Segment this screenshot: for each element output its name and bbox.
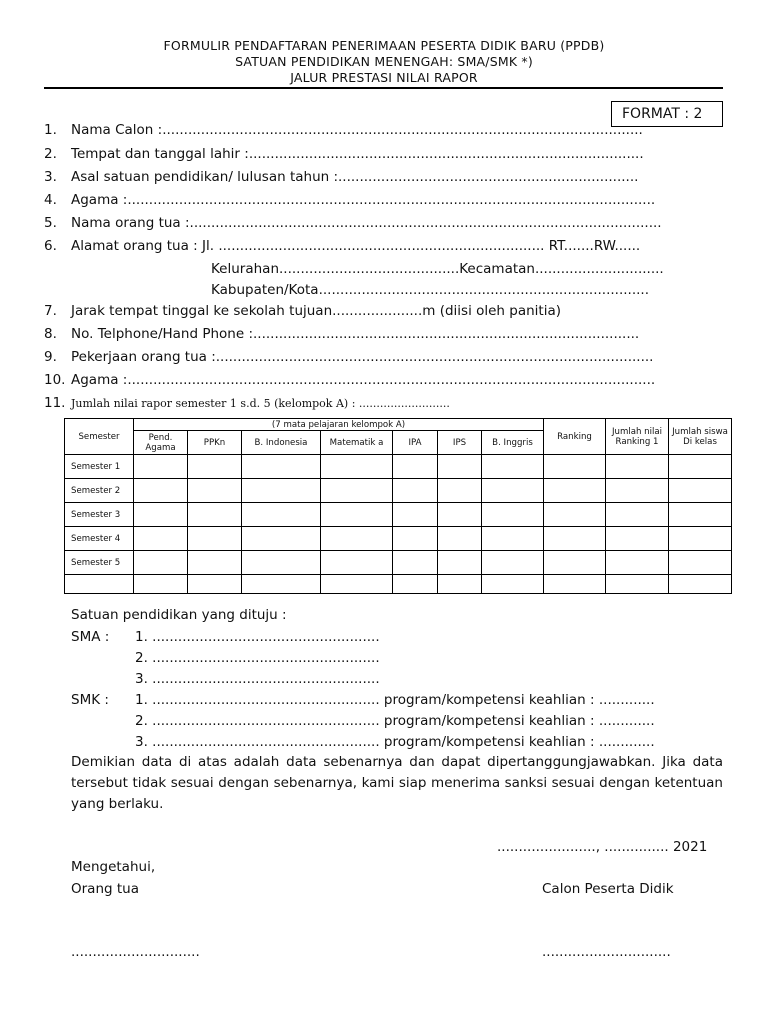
col-header-subject: Matematik a: [321, 431, 393, 455]
grades-table: [64, 418, 732, 594]
grade-cell[interactable]: [482, 527, 544, 551]
statement-paragraph: Demikian data di atas adalah data sebenarnya dan dapat dipertanggungjawabkan. Jika data tersebut tidak sesuai dengan sebenarnya, kami siap menerima sanksi sesuai dengan ketentuan yang berlaku.: [71, 754, 723, 812]
grade-cell[interactable]: [544, 575, 606, 594]
item-number: 9.: [44, 349, 57, 365]
row-semester-label: Semester 5: [65, 551, 134, 575]
field-smk-choice-1[interactable]: 1. ..................................................... program/kompetensi keahlian : .............: [135, 692, 655, 708]
grade-cell[interactable]: [606, 527, 669, 551]
item-number: 5.: [44, 215, 57, 231]
field-nama-calon[interactable]: Nama Calon :................................................................................................................: [71, 122, 643, 138]
field-telephone[interactable]: No. Telphone/Hand Phone :..........................................................................................: [71, 326, 640, 342]
signature-right-title: Calon Peserta Didik: [542, 881, 674, 897]
grade-cell[interactable]: [606, 551, 669, 575]
grade-cell[interactable]: [438, 551, 482, 575]
date-line[interactable]: ......................., ............... 2021: [497, 839, 708, 855]
col-header-ranking: Ranking: [544, 419, 606, 455]
field-smk-choice-2[interactable]: 2. ..................................................... program/kompetensi keahlian : .............: [135, 713, 655, 729]
form-track: JALUR PRESTASI NILAI RAPOR: [290, 70, 478, 85]
grade-cell[interactable]: [242, 527, 321, 551]
table-row: [65, 575, 732, 594]
grade-cell[interactable]: [242, 551, 321, 575]
item-number: 6.: [44, 238, 57, 254]
grade-cell[interactable]: [321, 575, 393, 594]
grade-cell[interactable]: [134, 503, 188, 527]
sma-label: SMA :: [71, 629, 110, 645]
field-sma-choice-1[interactable]: 1. .....................................................: [135, 629, 380, 645]
format-box: FORMAT : 2: [611, 101, 723, 127]
field-sma-choice-2[interactable]: 2. .....................................................: [135, 650, 380, 666]
grade-cell[interactable]: [669, 527, 732, 551]
item-number: 2.: [44, 146, 57, 162]
grade-cell[interactable]: [393, 575, 438, 594]
grade-cell[interactable]: [438, 455, 482, 479]
grade-cell[interactable]: [669, 503, 732, 527]
mengetahui-label: Mengetahui,: [71, 859, 156, 875]
grade-cell[interactable]: [606, 503, 669, 527]
table-row: [65, 479, 732, 503]
item-number: 8.: [44, 326, 57, 342]
row-semester-label: [65, 575, 134, 594]
signature-left-line[interactable]: ..............................: [71, 944, 200, 960]
grade-cell[interactable]: [188, 503, 242, 527]
field-jumlah-nilai-rapor[interactable]: Jumlah nilai rapor semester 1 s.d. 5 (kelompok A) : ..........................: [71, 397, 450, 410]
field-nama-orang-tua[interactable]: Nama orang tua :..............................................................................................................: [71, 215, 662, 231]
grade-cell[interactable]: [188, 455, 242, 479]
grade-cell[interactable]: [393, 527, 438, 551]
field-sma-choice-3[interactable]: 3. .....................................................: [135, 671, 380, 687]
field-tempat-tanggal-lahir[interactable]: Tempat dan tanggal lahir :............................................................................................: [71, 146, 644, 162]
col-header-subject: B. Indonesia: [242, 431, 321, 455]
grade-cell[interactable]: [321, 527, 393, 551]
grade-cell[interactable]: [482, 503, 544, 527]
grade-cell[interactable]: [393, 479, 438, 503]
field-kabupaten-kota[interactable]: Kabupaten/Kota.............................................................................: [211, 282, 649, 298]
field-agama[interactable]: Agama :...........................................................................................................................: [71, 192, 656, 208]
grade-cell[interactable]: [321, 479, 393, 503]
grade-cell[interactable]: [438, 527, 482, 551]
field-agama-2[interactable]: Agama :...........................................................................................................................: [71, 372, 656, 388]
col-header-subject: IPS: [438, 431, 482, 455]
grade-cell[interactable]: [242, 503, 321, 527]
form-title: FORMULIR PENDAFTARAN PENERIMAAN PESERTA DIDIK BARU (PPDB): [163, 38, 605, 53]
table-row: [65, 551, 732, 575]
grade-cell[interactable]: [393, 455, 438, 479]
grade-cell[interactable]: [134, 551, 188, 575]
smk-label: SMK :: [71, 692, 109, 708]
grade-cell[interactable]: [438, 503, 482, 527]
field-alamat-orang-tua[interactable]: Alamat orang tua : Jl. ............................................................................ RT.......RW......: [71, 238, 641, 254]
grade-cell[interactable]: [669, 575, 732, 594]
grade-cell[interactable]: [321, 503, 393, 527]
grade-cell[interactable]: [188, 575, 242, 594]
grade-cell[interactable]: [242, 479, 321, 503]
grade-cell[interactable]: [606, 455, 669, 479]
grade-cell[interactable]: [134, 479, 188, 503]
grade-cell[interactable]: [393, 551, 438, 575]
grade-cell[interactable]: [606, 575, 669, 594]
grade-cell[interactable]: [242, 575, 321, 594]
grade-cell[interactable]: [188, 527, 242, 551]
grade-cell[interactable]: [669, 455, 732, 479]
item-number: 11.: [44, 395, 66, 411]
header-divider: [44, 87, 723, 89]
item-number: 4.: [44, 192, 57, 208]
grade-cell[interactable]: [669, 479, 732, 503]
grade-cell[interactable]: [134, 455, 188, 479]
grade-cell[interactable]: [544, 551, 606, 575]
grade-cell[interactable]: [438, 575, 482, 594]
grade-cell[interactable]: [544, 527, 606, 551]
grade-cell[interactable]: [188, 479, 242, 503]
grade-cell[interactable]: [544, 503, 606, 527]
grade-cell[interactable]: [438, 479, 482, 503]
signature-left-title: Orang tua: [71, 881, 139, 897]
tujuan-title: Satuan pendidikan yang dituju :: [71, 607, 287, 623]
field-pekerjaan-orang-tua[interactable]: Pekerjaan orang tua :......................................................................................................: [71, 349, 654, 365]
item-number: 10.: [44, 372, 66, 388]
grade-cell[interactable]: [321, 455, 393, 479]
grade-cell[interactable]: [482, 455, 544, 479]
grade-cell[interactable]: [606, 479, 669, 503]
grade-cell[interactable]: [669, 551, 732, 575]
col-header-subject: Pend. Agama: [134, 431, 188, 455]
field-smk-choice-3[interactable]: 3. ..................................................... program/kompetensi keahlian : .............: [135, 734, 655, 750]
grade-cell[interactable]: [188, 551, 242, 575]
col-group-header: (7 mata pelajaran kelompok A): [134, 419, 544, 431]
item-number: 7.: [44, 303, 57, 319]
col-header-subject: IPA: [393, 431, 438, 455]
row-semester-label: Semester 4: [65, 527, 134, 551]
grade-cell[interactable]: [321, 551, 393, 575]
grade-cell[interactable]: [482, 575, 544, 594]
item-number: 3.: [44, 169, 57, 185]
table-row: [65, 455, 732, 479]
row-semester-label: Semester 2: [65, 479, 134, 503]
col-header-jumlah-siswa: Jumlah siswa Di kelas: [669, 419, 732, 455]
signature-right-line[interactable]: ..............................: [542, 944, 671, 960]
row-semester-label: Semester 1: [65, 455, 134, 479]
grade-cell[interactable]: [134, 575, 188, 594]
form-subtitle: SATUAN PENDIDIKAN MENENGAH: SMA/SMK *): [235, 54, 533, 69]
row-semester-label: Semester 3: [65, 503, 134, 527]
grade-cell[interactable]: [242, 455, 321, 479]
col-header-semester: Semester: [65, 419, 134, 455]
field-kelurahan-kecamatan[interactable]: Kelurahan..........................................Kecamatan..............................: [211, 261, 664, 277]
field-asal-sekolah[interactable]: Asal satuan pendidikan/ lulusan tahun :......................................................................: [71, 169, 639, 185]
grade-cell[interactable]: [134, 527, 188, 551]
field-jarak-tempat-tinggal[interactable]: Jarak tempat tinggal ke sekolah tujuan.....................m (diisi oleh panitia): [71, 303, 562, 319]
grade-cell[interactable]: [482, 479, 544, 503]
grade-cell[interactable]: [482, 551, 544, 575]
col-header-subject: B. Inggris: [482, 431, 544, 455]
col-header-subject: PPKn: [188, 431, 242, 455]
table-row: [65, 503, 732, 527]
table-row: [65, 527, 732, 551]
item-number: 1.: [44, 122, 57, 138]
grade-cell[interactable]: [544, 455, 606, 479]
grade-cell[interactable]: [544, 479, 606, 503]
col-header-jumlah-nilai: Jumlah nilai Ranking 1: [606, 419, 669, 455]
grade-cell[interactable]: [393, 503, 438, 527]
